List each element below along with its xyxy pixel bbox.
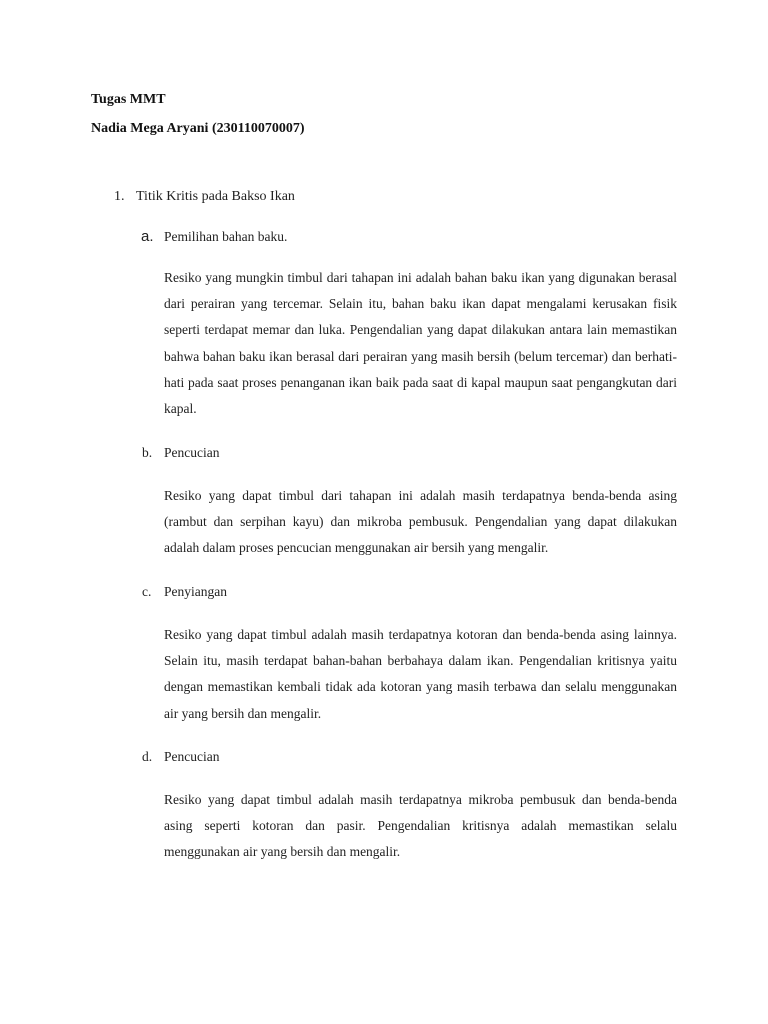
item-b-title: Pencucian [164,445,220,460]
item-c-paragraph: Resiko yang dapat timbul adalah masih terdapatnya kotoran dan benda-benda asing lainnya. Selain itu, masih terdapat bahan-bahan berbahaya dalam ikan. Pengendalian kritisnya yaitu dengan memastikan kembali tidak ada kotoran yang masih terbawa dan selalu menggunakan air yang bersih dan mengalir. [164,627,677,721]
item-c-letter: c. [142,584,152,599]
item-b-paragraph: Resiko yang dapat timbul dari tahapan ini adalah masih terdapatnya benda-benda asing (rambut dan serpihan kayu) dan mikroba pembusuk. Pengendalian yang dapat dilakukan adalah dalam proses pencucian menggunakan air bersih yang mengalir. [164,488,677,556]
item-d-title: Pencucian [164,749,220,764]
section-title: Titik Kritis pada Bakso Ikan [136,189,295,204]
author-line: Nadia Mega Aryani (230110070007) [91,121,305,136]
item-a-title: Pemilihan bahan baku. [164,229,288,244]
item-a-paragraph: Resiko yang mungkin timbul dari tahapan ini adalah bahan baku ikan yang digunakan berasal dari perairan yang tercemar. Selain itu, bahan baku ikan dapat mengalami kerusakan fisik seperti terdapat memar dan luka. Pengendalian yang dapat dilakukan antara lain memastikan bahwa bahan baku ikan berasal dari perairan yang masih bersih (belum tercemar) dan berhati-hati pada saat proses penanganan ikan baik pada saat di kapal maupun saat pengangkutan dari kapal. [164,270,677,417]
item-b-letter: b. [142,445,153,460]
item-d-letter: d. [142,749,153,764]
item-d-paragraph: Resiko yang dapat timbul adalah masih terdapatnya mikroba pembusuk dan benda-benda asing seperti kotoran dan pasir. Pengendalian kritisnya adalah memastikan selalu menggunakan air yang bersih dan mengalir. [164,792,677,860]
item-c-title: Penyiangan [164,584,227,599]
document-title: Tugas MMT [91,92,166,107]
section-number: 1. [114,189,125,204]
item-a-letter: a. [141,228,154,245]
